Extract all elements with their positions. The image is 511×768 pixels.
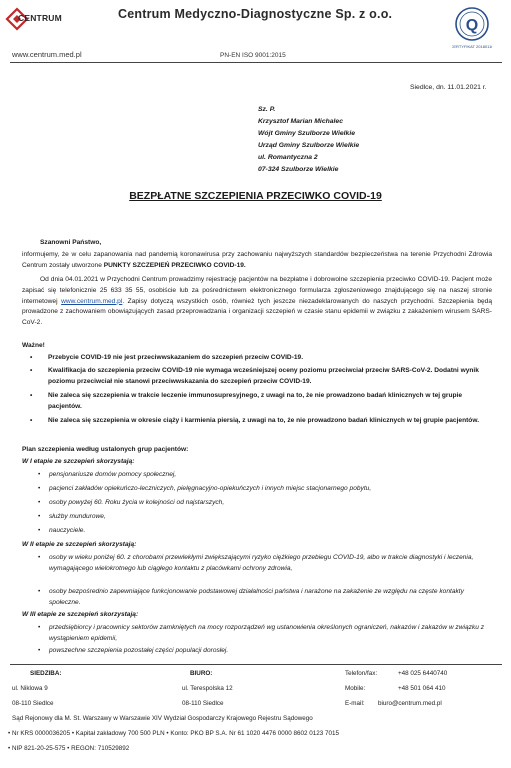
office-city: 08-110 Siedlce <box>182 700 224 707</box>
important-item: • Przebycie COVID-19 nie jest przeciwwskazaniem do szczepień przeciw COVID-19. <box>30 353 490 364</box>
bullet-icon: • <box>30 354 33 361</box>
paragraph-intro-text: informujemy, że w celu zapanowania nad pandemią koronawirusa przy zachowaniu najwyższych standardów bezpieczeństwa na terenie Przychodni Zdrowia Centrum zostały utworzone <box>22 251 492 269</box>
bullet-icon: • <box>38 471 41 478</box>
stage-1-label: W I etapie ze szczepień skorzystają: <box>22 458 135 465</box>
seat-city: 08-110 Siedlce <box>12 700 54 707</box>
paragraph-registration-text: Od dnia 04.01.2021 w Przychodni Centrum prowadzimy rejestrację pacjentów na bezpłatne i dobrowolne szczepienia przeciwko COVID-19. Pacjent może zapisać się telefonicznie 25 633 35 55, osobiście lub za pośrednictwem elektronicznego formularza zgłoszeniowego znajdującego się na naszej stronie internetowej <box>22 276 492 305</box>
stage-1-item: • osoby powyżej 60. Roku życia w kolejności od najstarszych, <box>38 498 493 509</box>
logo-text: CENTRUM <box>18 13 62 23</box>
stage-2-label: W II etapie ze szczepień skorzystają: <box>22 541 137 548</box>
bullet-icon: • <box>38 554 41 561</box>
company-name: Centrum Medyczno-Diagnostyczne Sp. z o.o. <box>118 7 393 21</box>
bullet-icon: • <box>38 513 41 520</box>
mobile-number[interactable]: +48 501 064 410 <box>398 685 446 692</box>
mobile-label: Mobile: <box>345 685 366 692</box>
paragraph-intro-bold: PUNKTY SZCZEPIEŃ PRZECIWKO COVID-19. <box>103 261 246 269</box>
stage-1-item: • nauczyciele. <box>38 526 493 537</box>
bullet-icon: • <box>38 485 41 492</box>
bullet-icon: • <box>38 624 41 631</box>
bullet-icon: • <box>38 527 41 534</box>
stage-1-item: • pacjenci zakładów opiekuńczo-leczniczych, pielęgnacyjno-opiekuńczych i innych miejsc stacjonarnego pobytu, <box>38 484 493 495</box>
stage-3-label: W III etapie ze szczepień skorzystają: <box>22 611 139 618</box>
stage-1-item: • służby mundurowe, <box>38 512 493 523</box>
letter-date: Siedlce, dn. 11.01.2021 r. <box>410 84 487 91</box>
tax-details: • NIP 821-20-25-575 • REGON: 710529892 <box>8 745 130 752</box>
addressee-line: Urząd Gminy Szulborze Wielkie <box>258 142 360 149</box>
important-label: Ważne! <box>22 342 45 349</box>
seat-street: ul. Niklowa 9 <box>12 685 48 692</box>
court-register: Sąd Rejonowy dla M. St. Warszawy w Warszawie XIV Wydział Gospodarczy Krajowego Rejestru Sądowego <box>12 715 313 722</box>
cert-caption: CERTYFIKAT 20180116 <box>452 44 492 49</box>
website-header[interactable]: www.centrum.med.pl <box>12 50 82 59</box>
certificate-logo <box>452 5 492 51</box>
phone-number[interactable]: +48 025 6440740 <box>398 670 448 677</box>
document-title: BEZPŁATNE SZCZEPIENIA PRZECIWKO COVID-19 <box>129 190 382 202</box>
stage-3-item: • powszechne szczepienia pozostałej części populacji dorosłej. <box>38 646 493 657</box>
stage-2-item: • osoby bezpośrednio zapewniające funkcjonowanie podstawowej działalności państwa i narażone na zakażenie ze względu na częste kontakty społeczne. <box>38 588 464 606</box>
office-street: ul. Terespolska 12 <box>182 685 233 692</box>
website-link[interactable]: www.centrum.med.pl <box>61 297 123 305</box>
plan-heading: Plan szczepienia według ustalonych grup pacjentów: <box>22 446 189 453</box>
addressee-line: ul. Romantyczna 2 <box>258 154 318 161</box>
bullet-icon: • <box>30 392 33 399</box>
bullet-icon: • <box>38 499 41 506</box>
paragraph-registration <box>22 275 492 329</box>
paragraph-intro <box>22 250 492 272</box>
bullet-icon: • <box>30 367 33 374</box>
paragraph-registration-end: . Zapisy dotyczą wszystkich osób, również tych jeszcze niezadeklarowanych do naszych przychodni. Szczepienia będą prowadzone z zachowaniem obowiązujących zasad przeprowadzania i organizacji szczepień w czasie stanu epidemii w związku z zakażeniem wirusem SARS-CoV-2. <box>22 297 492 327</box>
salutation: Szanowni Państwo, <box>40 239 102 246</box>
important-item: • Nie zaleca się szczepienia w trakcie leczenie immunosupresyjnego, z uwagi na to, że nie prowadzono badań klinicznych w tej grupie pacjentów. <box>30 392 463 410</box>
addressee-line: Sz. P. <box>258 106 276 113</box>
bullet-icon: • <box>38 647 41 654</box>
stage-1-item: • pensjonariusze domów pomocy społecznej, <box>38 470 493 481</box>
stage-2-item: • osoby w wieku poniżej 60. z chorobami przewlekłymi zwiększającymi ryzyko ciężkiego przebiegu COVID-19, albo w trakcie diagnostyki i leczenia, wymagającego wielokrotnego lub ciągłego kontaktu z placówkami ochrony zdrowia, <box>38 554 474 572</box>
registration-details: • Nr KRS 0000036205 • Kapitał zakładowy 700 500 PLN • Konto: PKO BP S.A. Nr 61 1020 4476 0000 8602 0123 7015 <box>8 730 340 737</box>
iso-standard: PN-EN ISO 9001:2015 <box>220 52 286 59</box>
addressee-line: 07-324 Szulborze Wielkie <box>258 166 339 173</box>
header-divider <box>10 62 502 63</box>
addressee-line: Wójt Gminy Szulborze Wielkie <box>258 130 355 137</box>
bullet-icon: • <box>30 417 33 424</box>
phone-label: Telefon/fax: <box>345 670 378 677</box>
seat-label: SIEDZIBA: <box>30 670 62 677</box>
cert-letter: Q <box>465 17 479 34</box>
bullet-icon: • <box>38 588 41 595</box>
stage-3-item: • przedsiębiorcy i pracownicy sektorów zamkniętych na mocy rozporządzeń wg ustanowienia określonych ograniczeń, nakazów i zakazów w związku z wystąpieniem epidemii, <box>38 624 485 642</box>
addressee-line: Krzysztof Marian Michalec <box>258 118 343 125</box>
footer-divider <box>10 664 502 665</box>
office-label: BIURO: <box>190 670 213 677</box>
email-label: E-mail: <box>345 700 365 707</box>
important-item: • Nie zaleca się szczepienia w okresie ciąży i karmienia piersią, z uwagi na to, że nie prowadzono badań klinicznych w tej grupie pacjentów. <box>30 416 490 427</box>
email-address[interactable]: biuro@centrum.med.pl <box>378 700 442 707</box>
important-item: • Kwalifikacja do szczepienia przeciw COVID-19 nie wymaga wcześniejszej oceny poziomu przeciwciał przeciw SARS-CoV-2. Dodatni wynik poziomu przeciwciał nie stanowi przeciwwskazania do szczepień przeciw COVID-19. <box>30 367 479 385</box>
